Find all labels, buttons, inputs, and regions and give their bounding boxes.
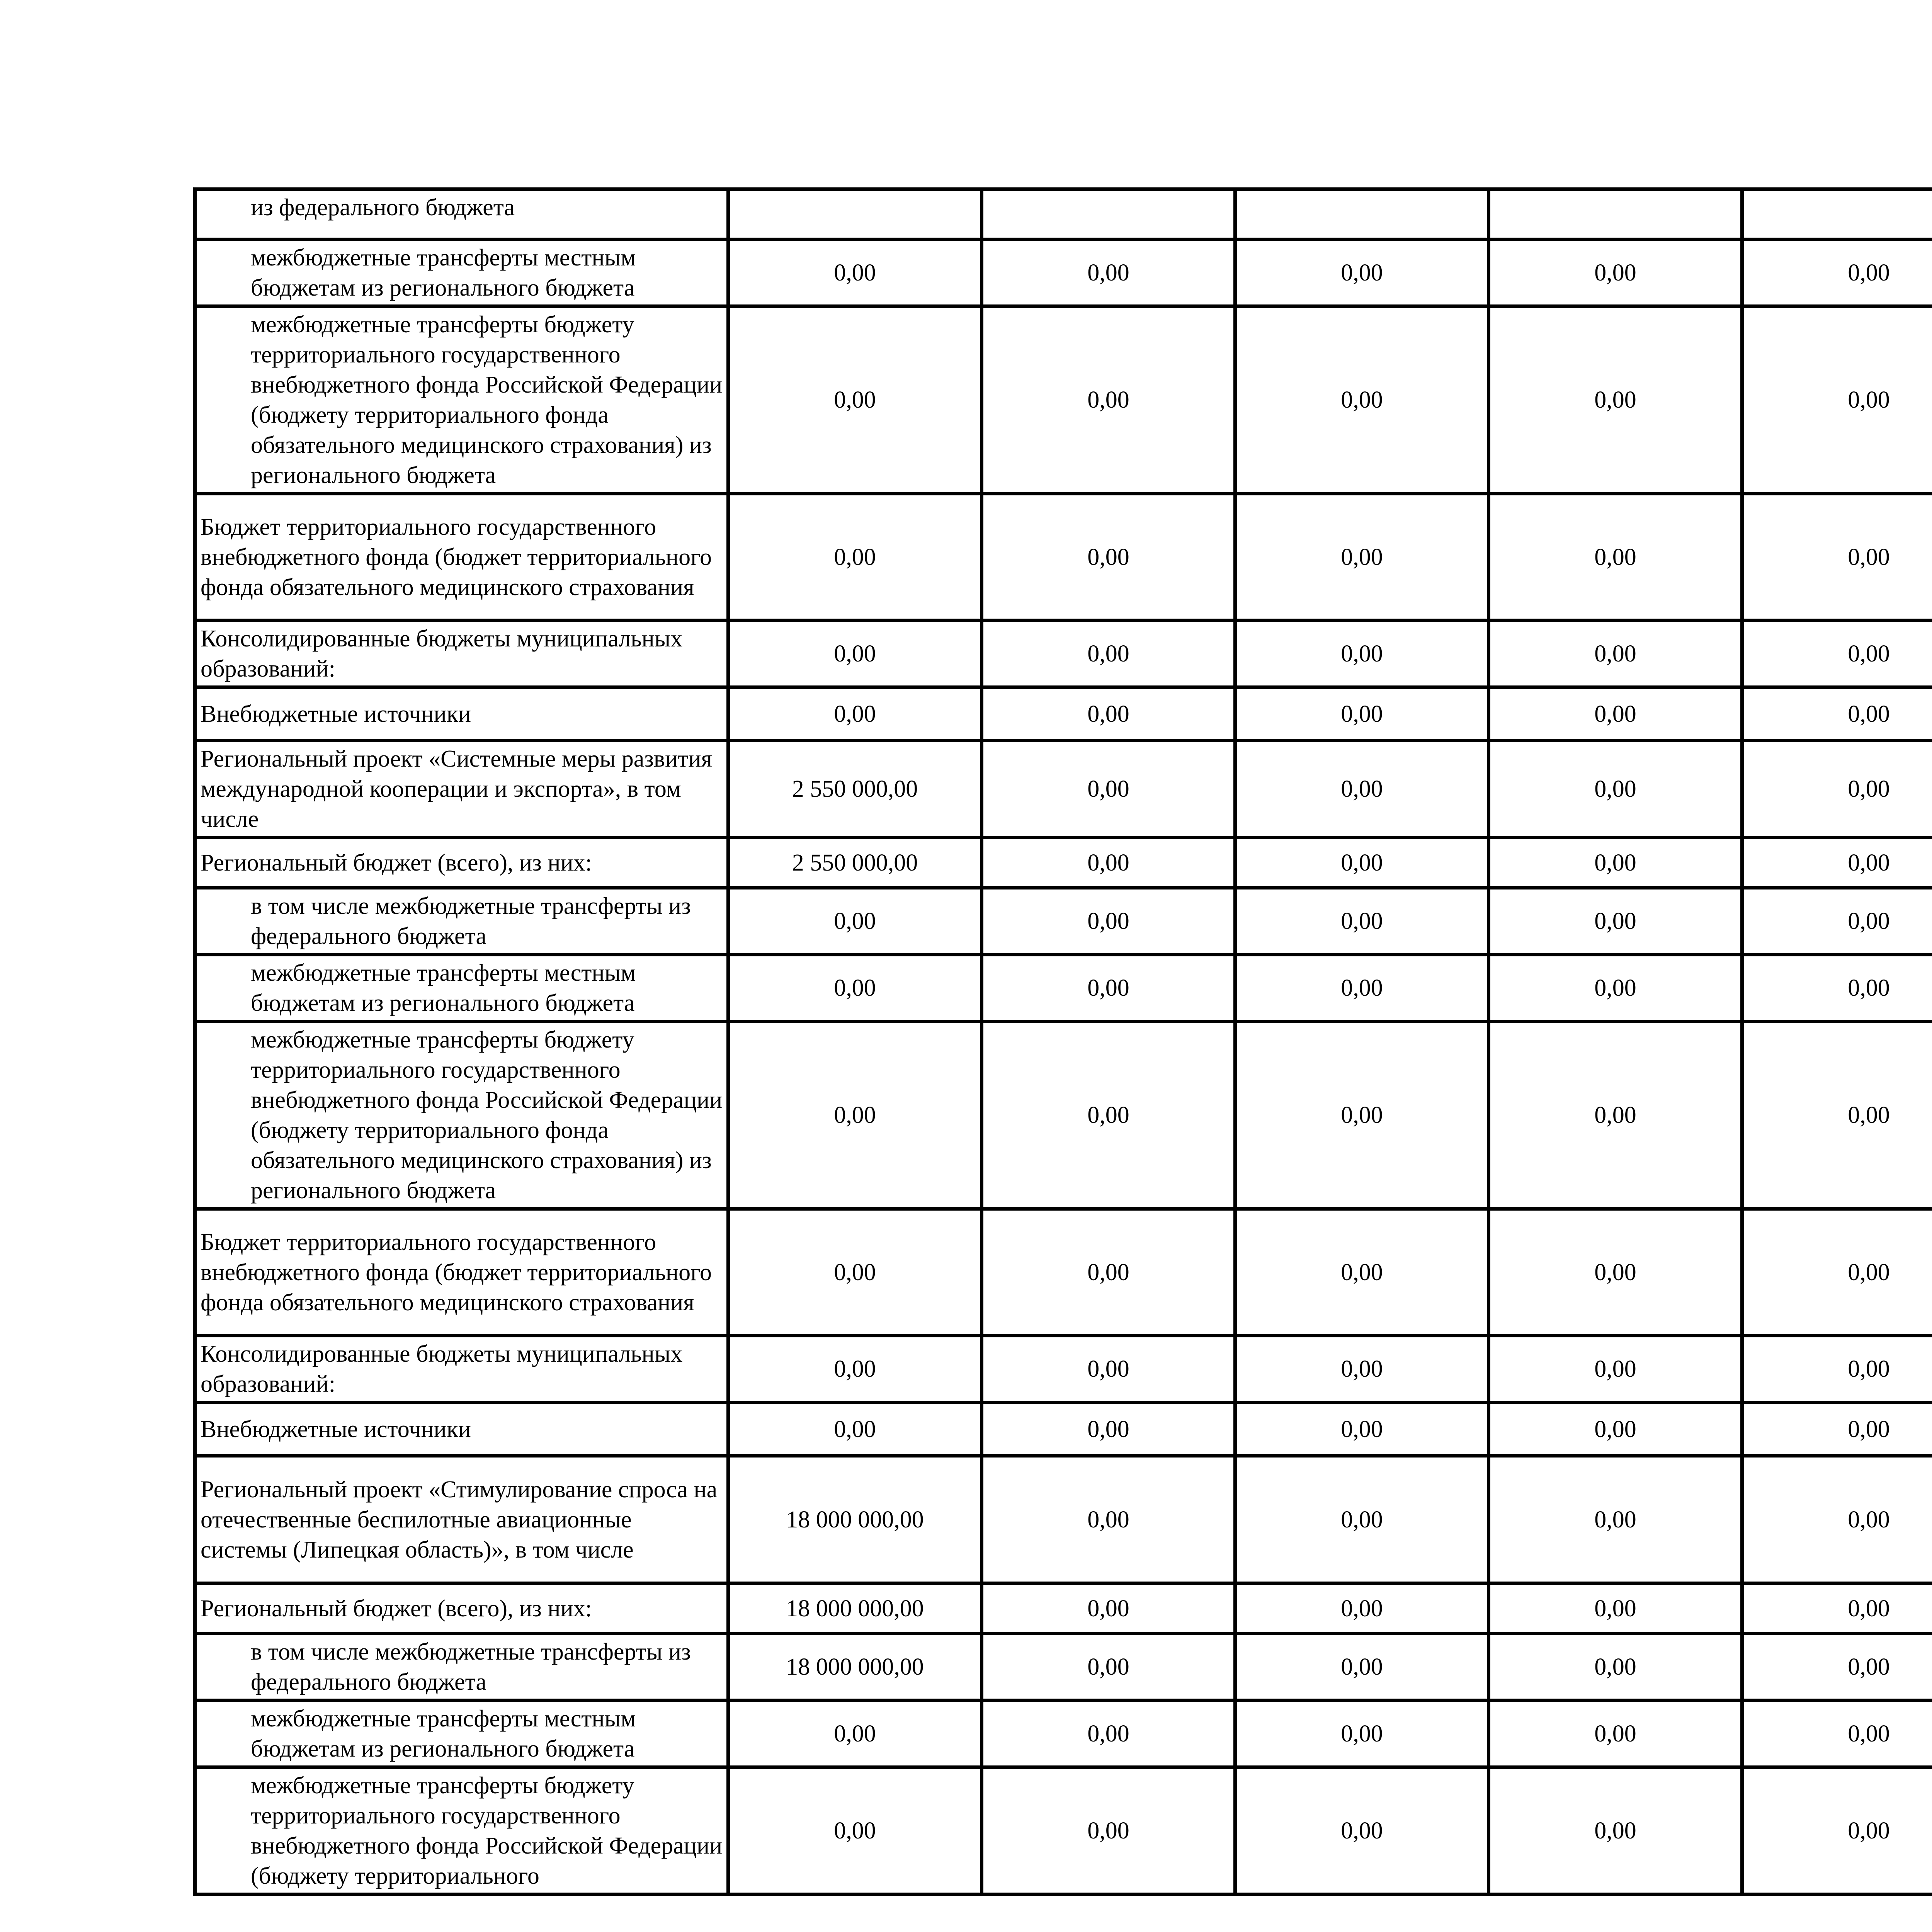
value-cell: 0,00 bbox=[1489, 741, 1742, 838]
table-row bbox=[195, 621, 1932, 687]
value-cell: 0,00 bbox=[728, 240, 982, 306]
value-cell: 0,00 bbox=[1235, 1022, 1489, 1209]
value-cell: 18 000 000,00 bbox=[728, 1583, 982, 1634]
value-cell: 0,00 bbox=[1742, 888, 1932, 955]
value-cell: 0,00 bbox=[1235, 1456, 1489, 1583]
value-cell: 0,00 bbox=[1742, 1456, 1932, 1583]
row-label: межбюджетные трансферты местным бюджетам из регионального бюджета bbox=[195, 1701, 728, 1767]
row-label: межбюджетные трансферты местным бюджетам из регионального бюджета bbox=[195, 240, 728, 306]
value-cell: 0,00 bbox=[1489, 240, 1742, 306]
value-cell: 0,00 bbox=[982, 1022, 1235, 1209]
value-cell: 0,00 bbox=[1235, 741, 1489, 838]
value-cell: 0,00 bbox=[1235, 1209, 1489, 1336]
table-row bbox=[195, 838, 1932, 888]
row-label: Бюджет территориального государственного внебюджетного фонда (бюджет территориального фонда обязательного медицинского страхования bbox=[195, 1209, 728, 1336]
value-cell: 0,00 bbox=[1235, 1583, 1489, 1634]
table-row bbox=[195, 306, 1932, 494]
value-cell: 2 550 000,00 bbox=[728, 838, 982, 888]
value-cell: 0,00 bbox=[1489, 1022, 1742, 1209]
value-cell: 0,00 bbox=[1489, 1701, 1742, 1767]
row-label: в том числе межбюджетные трансферты из федерального бюджета bbox=[195, 888, 728, 955]
table-body bbox=[195, 189, 1932, 1895]
value-cell: 0,00 bbox=[982, 888, 1235, 955]
value-cell: 0,00 bbox=[1235, 1336, 1489, 1403]
value-cell: 0,00 bbox=[1742, 1209, 1932, 1336]
value-cell: 0,00 bbox=[1742, 1403, 1932, 1456]
row-label: в том числе межбюджетные трансферты из федерального бюджета bbox=[195, 1634, 728, 1701]
row-label: Внебюджетные источники bbox=[195, 687, 728, 741]
row-label: Региональный бюджет (всего), из них: bbox=[195, 1583, 728, 1634]
table-row bbox=[195, 494, 1932, 621]
value-cell: 0,00 bbox=[1742, 1583, 1932, 1634]
value-cell: 0,00 bbox=[1742, 955, 1932, 1022]
row-label: межбюджетные трансферты бюджету территориального государственного внебюджетного фонда Российской Федерации (бюджету территориального фонда обязательного медицинского страхования) из регионального бюджета bbox=[195, 306, 728, 494]
table-row bbox=[195, 741, 1932, 838]
value-cell: 0,00 bbox=[982, 494, 1235, 621]
table-row bbox=[195, 1022, 1932, 1209]
value-cell: 0,00 bbox=[728, 1022, 982, 1209]
value-cell: 0,00 bbox=[1489, 621, 1742, 687]
table-row bbox=[195, 1336, 1932, 1403]
value-cell: 0,00 bbox=[982, 1634, 1235, 1701]
table-row bbox=[195, 888, 1932, 955]
table-row bbox=[195, 1209, 1932, 1336]
value-cell: 0,00 bbox=[1235, 240, 1489, 306]
row-label: межбюджетные трансферты местным бюджетам из регионального бюджета bbox=[195, 955, 728, 1022]
table-row bbox=[195, 1583, 1932, 1634]
value-cell: 2 550 000,00 bbox=[728, 741, 982, 838]
value-cell: 0,00 bbox=[982, 687, 1235, 741]
row-label: Региональный проект «Стимулирование спроса на отечественные беспилотные авиационные системы (Липецкая область)», в том числе bbox=[195, 1456, 728, 1583]
value-cell: 0,00 bbox=[982, 1403, 1235, 1456]
row-label: Консолидированные бюджеты муниципальных образований: bbox=[195, 621, 728, 687]
value-cell: 18 000 000,00 bbox=[728, 1456, 982, 1583]
value-cell: 0,00 bbox=[1235, 494, 1489, 621]
row-label: Внебюджетные источники bbox=[195, 1403, 728, 1456]
value-cell: 0,00 bbox=[1235, 955, 1489, 1022]
value-cell: 18 000 000,00 bbox=[728, 1634, 982, 1701]
row-label: межбюджетные трансферты бюджету территориального государственного внебюджетного фонда Российской Федерации (бюджету территориального bbox=[195, 1767, 728, 1895]
value-cell: 0,00 bbox=[982, 1701, 1235, 1767]
value-cell: 0,00 bbox=[982, 306, 1235, 494]
table-row bbox=[195, 1767, 1932, 1895]
value-cell: 0,00 bbox=[728, 621, 982, 687]
value-cell: 0,00 bbox=[1742, 838, 1932, 888]
value-cell: 0,00 bbox=[728, 687, 982, 741]
value-cell: 0,00 bbox=[728, 955, 982, 1022]
table-row bbox=[195, 1701, 1932, 1767]
value-cell: 0,00 bbox=[1489, 888, 1742, 955]
value-cell: 0,00 bbox=[728, 1209, 982, 1336]
value-cell: 0,00 bbox=[1235, 838, 1489, 888]
value-cell: 0,00 bbox=[1742, 741, 1932, 838]
value-cell: 0,00 bbox=[1489, 1767, 1742, 1895]
value-cell: 0,00 bbox=[728, 1767, 982, 1895]
value-cell: 0,00 bbox=[1742, 1336, 1932, 1403]
value-cell: 0,00 bbox=[1235, 1767, 1489, 1895]
value-cell: 0,00 bbox=[1742, 240, 1932, 306]
row-label: Региональный бюджет (всего), из них: bbox=[195, 838, 728, 888]
value-cell: 0,00 bbox=[1489, 955, 1742, 1022]
table-row bbox=[195, 1634, 1932, 1701]
value-cell: 0,00 bbox=[1235, 306, 1489, 494]
value-cell: 0,00 bbox=[982, 240, 1235, 306]
value-cell bbox=[1742, 189, 1932, 240]
value-cell bbox=[1235, 189, 1489, 240]
value-cell: 0,00 bbox=[1742, 1767, 1932, 1895]
value-cell bbox=[728, 189, 982, 240]
value-cell: 0,00 bbox=[728, 1403, 982, 1456]
table-row bbox=[195, 1403, 1932, 1456]
value-cell: 0,00 bbox=[1742, 306, 1932, 494]
value-cell: 0,00 bbox=[1489, 1209, 1742, 1336]
value-cell: 0,00 bbox=[982, 621, 1235, 687]
value-cell: 0,00 bbox=[982, 1209, 1235, 1336]
row-label: межбюджетные трансферты бюджету территориального государственного внебюджетного фонда Российской Федерации (бюджету территориального фонда обязательного медицинского страхования) из регионального бюджета bbox=[195, 1022, 728, 1209]
value-cell: 0,00 bbox=[728, 1336, 982, 1403]
budget-funding-table bbox=[193, 187, 1932, 1896]
value-cell: 0,00 bbox=[728, 888, 982, 955]
value-cell: 0,00 bbox=[1489, 1403, 1742, 1456]
value-cell: 0,00 bbox=[1489, 1456, 1742, 1583]
row-label: из федерального бюджета bbox=[195, 189, 728, 240]
value-cell: 0,00 bbox=[982, 1583, 1235, 1634]
value-cell: 0,00 bbox=[982, 1336, 1235, 1403]
value-cell: 0,00 bbox=[1235, 1634, 1489, 1701]
value-cell: 0,00 bbox=[1742, 621, 1932, 687]
row-label: Бюджет территориального государственного внебюджетного фонда (бюджет территориального фонда обязательного медицинского страхования bbox=[195, 494, 728, 621]
value-cell: 0,00 bbox=[982, 838, 1235, 888]
value-cell: 0,00 bbox=[1235, 888, 1489, 955]
value-cell: 0,00 bbox=[1235, 1701, 1489, 1767]
table-row bbox=[195, 955, 1932, 1022]
value-cell: 0,00 bbox=[1742, 1634, 1932, 1701]
value-cell: 0,00 bbox=[728, 1701, 982, 1767]
row-label: Региональный проект «Системные меры развития международной кооперации и экспорта», в том числе bbox=[195, 741, 728, 838]
table-row bbox=[195, 687, 1932, 741]
table-row bbox=[195, 1456, 1932, 1583]
value-cell: 0,00 bbox=[728, 494, 982, 621]
value-cell: 0,00 bbox=[1742, 1701, 1932, 1767]
value-cell: 0,00 bbox=[1489, 1634, 1742, 1701]
value-cell: 0,00 bbox=[1742, 1022, 1932, 1209]
value-cell: 0,00 bbox=[982, 1456, 1235, 1583]
value-cell: 0,00 bbox=[1489, 494, 1742, 621]
value-cell: 0,00 bbox=[1235, 687, 1489, 741]
value-cell: 0,00 bbox=[1235, 1403, 1489, 1456]
value-cell: 0,00 bbox=[1235, 621, 1489, 687]
value-cell: 0,00 bbox=[1489, 838, 1742, 888]
value-cell bbox=[1489, 189, 1742, 240]
value-cell: 0,00 bbox=[1489, 1336, 1742, 1403]
row-label: Консолидированные бюджеты муниципальных образований: bbox=[195, 1336, 728, 1403]
value-cell: 0,00 bbox=[728, 306, 982, 494]
value-cell: 0,00 bbox=[1489, 306, 1742, 494]
value-cell bbox=[982, 189, 1235, 240]
value-cell: 0,00 bbox=[982, 741, 1235, 838]
table-row bbox=[195, 240, 1932, 306]
value-cell: 0,00 bbox=[1742, 494, 1932, 621]
value-cell: 0,00 bbox=[1742, 687, 1932, 741]
value-cell: 0,00 bbox=[1489, 1583, 1742, 1634]
value-cell: 0,00 bbox=[982, 955, 1235, 1022]
table-row bbox=[195, 189, 1932, 240]
value-cell: 0,00 bbox=[982, 1767, 1235, 1895]
value-cell: 0,00 bbox=[1489, 687, 1742, 741]
